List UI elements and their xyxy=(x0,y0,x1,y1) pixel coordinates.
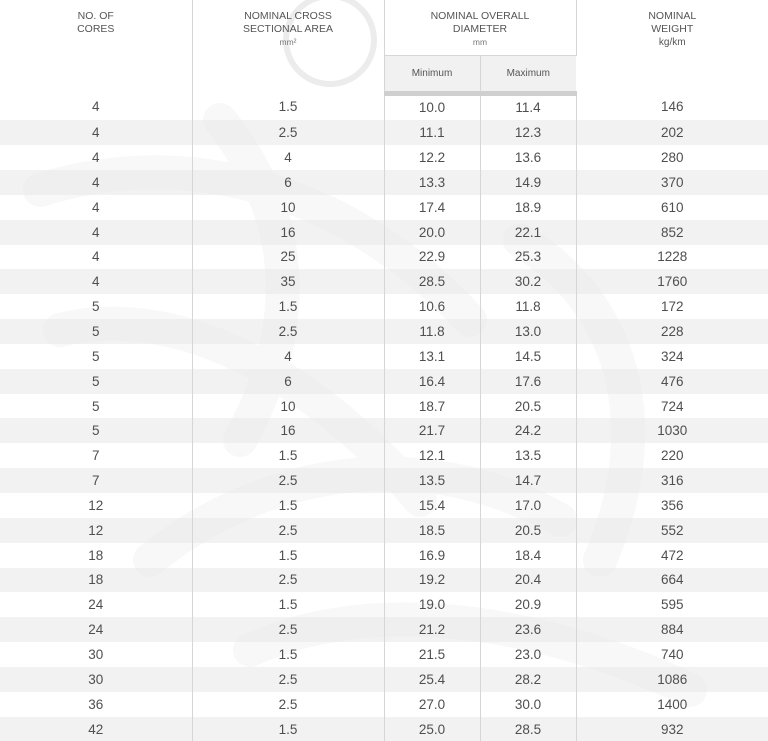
weight-cell: 370 xyxy=(576,170,768,195)
weight-cell: 552 xyxy=(576,518,768,543)
header-diameter-line2: DIAMETER xyxy=(452,23,508,35)
diameter-max-cell: 13.0 xyxy=(480,319,576,344)
area-cell: 1.5 xyxy=(192,294,384,319)
cores-cell: 24 xyxy=(0,592,192,617)
area-cell: 1.5 xyxy=(192,443,384,468)
diameter-max-cell: 23.0 xyxy=(480,642,576,667)
cores-cell: 36 xyxy=(0,692,192,717)
cores-cell: 5 xyxy=(0,369,192,394)
header-maximum: Maximum xyxy=(480,55,576,93)
header-minimum: Minimum xyxy=(384,55,480,93)
diameter-max-cell: 18.4 xyxy=(480,543,576,568)
diameter-min-cell: 10.0 xyxy=(384,93,480,120)
cores-cell: 4 xyxy=(0,145,192,170)
diameter-min-cell: 13.3 xyxy=(384,170,480,195)
diameter-min-cell: 11.1 xyxy=(384,120,480,145)
cores-cell: 7 xyxy=(0,468,192,493)
table-row xyxy=(0,93,768,120)
header-area-unit: mm² xyxy=(279,37,297,47)
area-cell: 6 xyxy=(192,170,384,195)
cores-cell: 24 xyxy=(0,617,192,642)
weight-cell: 884 xyxy=(576,617,768,642)
diameter-min-cell: 28.5 xyxy=(384,269,480,294)
weight-cell: 1760 xyxy=(576,269,768,294)
table-row xyxy=(0,245,768,270)
cores-cell: 4 xyxy=(0,120,192,145)
area-cell: 2.5 xyxy=(192,120,384,145)
cores-cell: 42 xyxy=(0,717,192,741)
cores-cell: 5 xyxy=(0,418,192,443)
table-row xyxy=(0,369,768,394)
cores-cell: 18 xyxy=(0,568,192,593)
header-cores xyxy=(0,0,192,93)
table-row xyxy=(0,220,768,245)
cores-cell: 4 xyxy=(0,195,192,220)
weight-cell: 220 xyxy=(576,443,768,468)
table-row xyxy=(0,443,768,468)
area-cell: 25 xyxy=(192,245,384,270)
weight-cell: 932 xyxy=(576,717,768,741)
table-row xyxy=(0,617,768,642)
weight-cell: 740 xyxy=(576,642,768,667)
table-row xyxy=(0,642,768,667)
weight-cell: 476 xyxy=(576,369,768,394)
diameter-max-cell: 18.9 xyxy=(480,195,576,220)
table-row xyxy=(0,717,768,741)
header-diameter-unit: mm xyxy=(472,37,488,47)
table-row xyxy=(0,319,768,344)
area-cell: 2.5 xyxy=(192,692,384,717)
area-cell: 1.5 xyxy=(192,717,384,741)
diameter-min-cell: 16.9 xyxy=(384,543,480,568)
diameter-min-cell: 16.4 xyxy=(384,369,480,394)
area-cell: 2.5 xyxy=(192,468,384,493)
weight-cell: 324 xyxy=(576,344,768,369)
table-header xyxy=(0,0,768,93)
weight-cell: 280 xyxy=(576,145,768,170)
table-row xyxy=(0,592,768,617)
table-row xyxy=(0,195,768,220)
table-row xyxy=(0,568,768,593)
area-cell: 6 xyxy=(192,369,384,394)
diameter-min-cell: 18.7 xyxy=(384,394,480,419)
diameter-max-cell: 23.6 xyxy=(480,617,576,642)
weight-cell: 472 xyxy=(576,543,768,568)
diameter-max-cell: 13.5 xyxy=(480,443,576,468)
area-cell: 2.5 xyxy=(192,518,384,543)
header-area xyxy=(192,0,384,93)
table-row xyxy=(0,394,768,419)
cores-cell: 5 xyxy=(0,344,192,369)
cores-cell: 5 xyxy=(0,319,192,344)
area-cell: 2.5 xyxy=(192,667,384,692)
weight-cell: 595 xyxy=(576,592,768,617)
diameter-max-cell: 30.0 xyxy=(480,692,576,717)
diameter-max-cell: 20.9 xyxy=(480,592,576,617)
area-cell: 1.5 xyxy=(192,592,384,617)
area-cell: 35 xyxy=(192,269,384,294)
table-row xyxy=(0,170,768,195)
diameter-min-cell: 20.0 xyxy=(384,220,480,245)
weight-cell: 1030 xyxy=(576,418,768,443)
diameter-max-cell: 20.5 xyxy=(480,394,576,419)
weight-cell: 316 xyxy=(576,468,768,493)
weight-cell: 1228 xyxy=(576,245,768,270)
diameter-min-cell: 21.2 xyxy=(384,617,480,642)
header-diameter-line1: NOMINAL OVERALL xyxy=(430,10,530,22)
weight-cell: 202 xyxy=(576,120,768,145)
diameter-min-cell: 17.4 xyxy=(384,195,480,220)
diameter-min-cell: 19.0 xyxy=(384,592,480,617)
table-row xyxy=(0,468,768,493)
area-cell: 4 xyxy=(192,145,384,170)
header-weight-line2: WEIGHT xyxy=(651,23,694,35)
diameter-min-cell: 13.1 xyxy=(384,344,480,369)
diameter-max-cell: 20.4 xyxy=(480,568,576,593)
weight-cell: 724 xyxy=(576,394,768,419)
diameter-max-cell: 17.0 xyxy=(480,493,576,518)
cores-cell: 18 xyxy=(0,543,192,568)
cores-cell: 12 xyxy=(0,518,192,543)
diameter-min-cell: 21.5 xyxy=(384,642,480,667)
area-cell: 1.5 xyxy=(192,493,384,518)
cores-cell: 4 xyxy=(0,170,192,195)
header-weight xyxy=(576,0,768,93)
weight-cell: 172 xyxy=(576,294,768,319)
diameter-min-cell: 27.0 xyxy=(384,692,480,717)
area-cell: 1.5 xyxy=(192,543,384,568)
diameter-max-cell: 28.5 xyxy=(480,717,576,741)
diameter-min-cell: 19.2 xyxy=(384,568,480,593)
cores-cell: 7 xyxy=(0,443,192,468)
diameter-min-cell: 12.2 xyxy=(384,145,480,170)
diameter-min-cell: 25.4 xyxy=(384,667,480,692)
cores-cell: 30 xyxy=(0,667,192,692)
cores-cell: 12 xyxy=(0,493,192,518)
area-cell: 2.5 xyxy=(192,319,384,344)
header-area-line2: SECTIONAL AREA xyxy=(242,23,334,35)
diameter-min-cell: 25.0 xyxy=(384,717,480,741)
area-cell: 2.5 xyxy=(192,617,384,642)
weight-cell: 852 xyxy=(576,220,768,245)
table-row xyxy=(0,344,768,369)
weight-cell: 146 xyxy=(576,93,768,120)
diameter-min-cell: 21.7 xyxy=(384,418,480,443)
table-row xyxy=(0,269,768,294)
cores-cell: 5 xyxy=(0,394,192,419)
header-weight-line1: NOMINAL xyxy=(648,10,697,22)
cores-cell: 5 xyxy=(0,294,192,319)
table-row xyxy=(0,493,768,518)
area-cell: 10 xyxy=(192,394,384,419)
diameter-max-cell: 25.3 xyxy=(480,245,576,270)
area-cell: 16 xyxy=(192,418,384,443)
header-area-line1: NOMINAL CROSS xyxy=(244,10,332,22)
weight-cell: 610 xyxy=(576,195,768,220)
diameter-max-cell: 11.4 xyxy=(480,93,576,120)
diameter-max-cell: 14.7 xyxy=(480,468,576,493)
weight-cell: 1400 xyxy=(576,692,768,717)
diameter-max-cell: 20.5 xyxy=(480,518,576,543)
diameter-max-cell: 13.6 xyxy=(480,145,576,170)
diameter-max-cell: 17.6 xyxy=(480,369,576,394)
header-weight-unit: kg/km xyxy=(658,37,686,48)
header-cores-line2: CORES xyxy=(77,23,115,35)
cores-cell: 4 xyxy=(0,220,192,245)
diameter-min-cell: 10.6 xyxy=(384,294,480,319)
area-cell: 1.5 xyxy=(192,642,384,667)
area-cell: 2.5 xyxy=(192,568,384,593)
area-cell: 1.5 xyxy=(192,93,384,120)
table-row xyxy=(0,667,768,692)
diameter-max-cell: 28.2 xyxy=(480,667,576,692)
diameter-min-cell: 13.5 xyxy=(384,468,480,493)
header-cores-line1: NO. OF xyxy=(77,10,114,22)
diameter-max-cell: 30.2 xyxy=(480,269,576,294)
area-cell: 4 xyxy=(192,344,384,369)
cores-cell: 4 xyxy=(0,269,192,294)
table-row xyxy=(0,418,768,443)
table-row xyxy=(0,145,768,170)
table-row xyxy=(0,518,768,543)
table-body xyxy=(0,93,768,741)
diameter-max-cell: 14.9 xyxy=(480,170,576,195)
area-cell: 16 xyxy=(192,220,384,245)
diameter-min-cell: 12.1 xyxy=(384,443,480,468)
table-row xyxy=(0,294,768,319)
weight-cell: 228 xyxy=(576,319,768,344)
table-row xyxy=(0,543,768,568)
diameter-max-cell: 14.5 xyxy=(480,344,576,369)
diameter-max-cell: 12.3 xyxy=(480,120,576,145)
cores-cell: 30 xyxy=(0,642,192,667)
weight-cell: 664 xyxy=(576,568,768,593)
diameter-min-cell: 11.8 xyxy=(384,319,480,344)
header-diameter xyxy=(384,0,576,55)
table-row xyxy=(0,120,768,145)
weight-cell: 1086 xyxy=(576,667,768,692)
area-cell: 10 xyxy=(192,195,384,220)
cores-cell: 4 xyxy=(0,93,192,120)
diameter-min-cell: 22.9 xyxy=(384,245,480,270)
table-row xyxy=(0,692,768,717)
diameter-max-cell: 24.2 xyxy=(480,418,576,443)
weight-cell: 356 xyxy=(576,493,768,518)
diameter-max-cell: 22.1 xyxy=(480,220,576,245)
diameter-min-cell: 18.5 xyxy=(384,518,480,543)
diameter-min-cell: 15.4 xyxy=(384,493,480,518)
cores-cell: 4 xyxy=(0,245,192,270)
diameter-max-cell: 11.8 xyxy=(480,294,576,319)
